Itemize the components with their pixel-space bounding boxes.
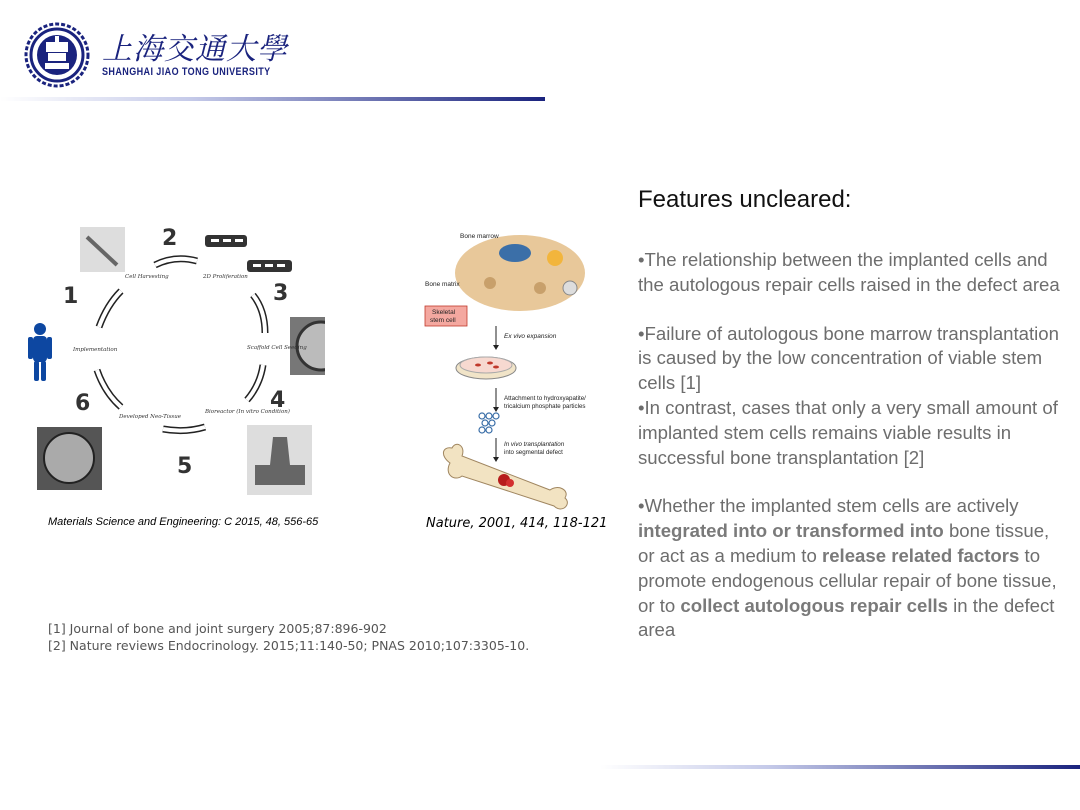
step-label-3: Scaffold Cell Seeding (247, 345, 307, 351)
feature-4-emphasis-collect: collect autologous repair cells (680, 594, 948, 616)
human-figure-icon (28, 323, 52, 381)
feature-4-text-c: bone tissue, or act as a medium to (638, 520, 1050, 566)
feature-paragraph-3: •In contrast, cases that only a very small amount of implanted stem cells remains viable results in successful bone transplantation [2] (638, 396, 1058, 468)
petri-dish-icon (205, 235, 292, 272)
bone-marrow-tissue-icon (455, 235, 585, 311)
feature-4-emphasis-integrated: integrated into or transformed into (638, 520, 944, 542)
features-body (638, 248, 1068, 643)
step-label-2: 2D Proliferation (203, 274, 248, 280)
label-in-vivo-line1: In vivo transplantation (504, 441, 565, 448)
step-label-6: Implementation (73, 347, 118, 353)
neo-tissue-icon (44, 433, 94, 483)
petri-dish-culture-icon (456, 357, 516, 379)
step-number-4: 4 (270, 388, 286, 413)
reference-1: [1] Journal of bone and joint surgery 2005;87:896-902 (48, 621, 387, 636)
step-label-1: Cell Harvesting (125, 274, 169, 280)
step-number-2: 2 (162, 226, 178, 251)
feature-paragraph-4 (638, 494, 1068, 643)
label-ex-vivo-expansion: Ex vivo expansion (504, 333, 557, 340)
label-attachment-line2: tricalcium phosphate particles (504, 403, 586, 410)
feature-paragraph-2: •Failure of autologous bone marrow transplantation is caused by the low concentration of viable stem cells [1] (638, 322, 1059, 394)
header-divider (0, 97, 545, 101)
footer-divider (600, 765, 1080, 769)
feature-4-text-a: •Whether the implanted stem cells are actively (638, 495, 1019, 517)
feature-4-text-g: in the defect area (638, 594, 1055, 641)
step-label-4: Bioreactor (In vitro Condition) (205, 409, 290, 415)
features-title: Features uncleared: (638, 186, 852, 213)
reference-2: [2] Nature reviews Endocrinology. 2015;11:140-50; PNAS 2010;107:3305-10. (48, 638, 530, 653)
step-number-1: 1 (63, 284, 79, 309)
figure-right-caption: Nature, 2001, 414, 118-121 (426, 516, 608, 531)
feature-paragraph-1: •The relationship between the implanted cells and the autologous repair cells raised in the defect area (638, 249, 1060, 295)
label-in-vivo-line2: into segmental defect (504, 449, 563, 456)
feature-4-emphasis-release: release related factors (821, 544, 1020, 566)
feature-4-text-e: to promote endogenous cellular repair of bone tissue, or to (638, 544, 1057, 616)
step-label-5: Developed Neo-Tissue (119, 414, 182, 420)
label-bone-marrow: Bone marrow (460, 233, 499, 240)
particles-icon (479, 413, 499, 433)
university-name-chinese: 上海交通大學 (102, 32, 288, 67)
bone-marrow-stem-cell-figure (420, 228, 595, 518)
label-bone-matrix: Bone matrix (425, 281, 460, 288)
label-attachment-line1: Attachment to hydroxyapatite/ (504, 395, 586, 402)
university-name-english: SHANGHAI JIAO TONG UNIVERSITY (102, 66, 271, 78)
references (48, 620, 529, 654)
label-skeletal-stem-cell-line2: stem cell (430, 317, 456, 324)
university-seal-icon (24, 22, 90, 88)
step-number-3: 3 (273, 281, 289, 306)
tissue-engineering-cycle-figure (25, 215, 325, 505)
label-skeletal-stem-cell-line1: Skeletal (432, 309, 456, 316)
step-number-5: 5 (177, 454, 193, 479)
step-number-6: 6 (75, 391, 91, 416)
figure-left-caption: Materials Science and Engineering: C 2015, 48, 556-65 (48, 516, 319, 528)
